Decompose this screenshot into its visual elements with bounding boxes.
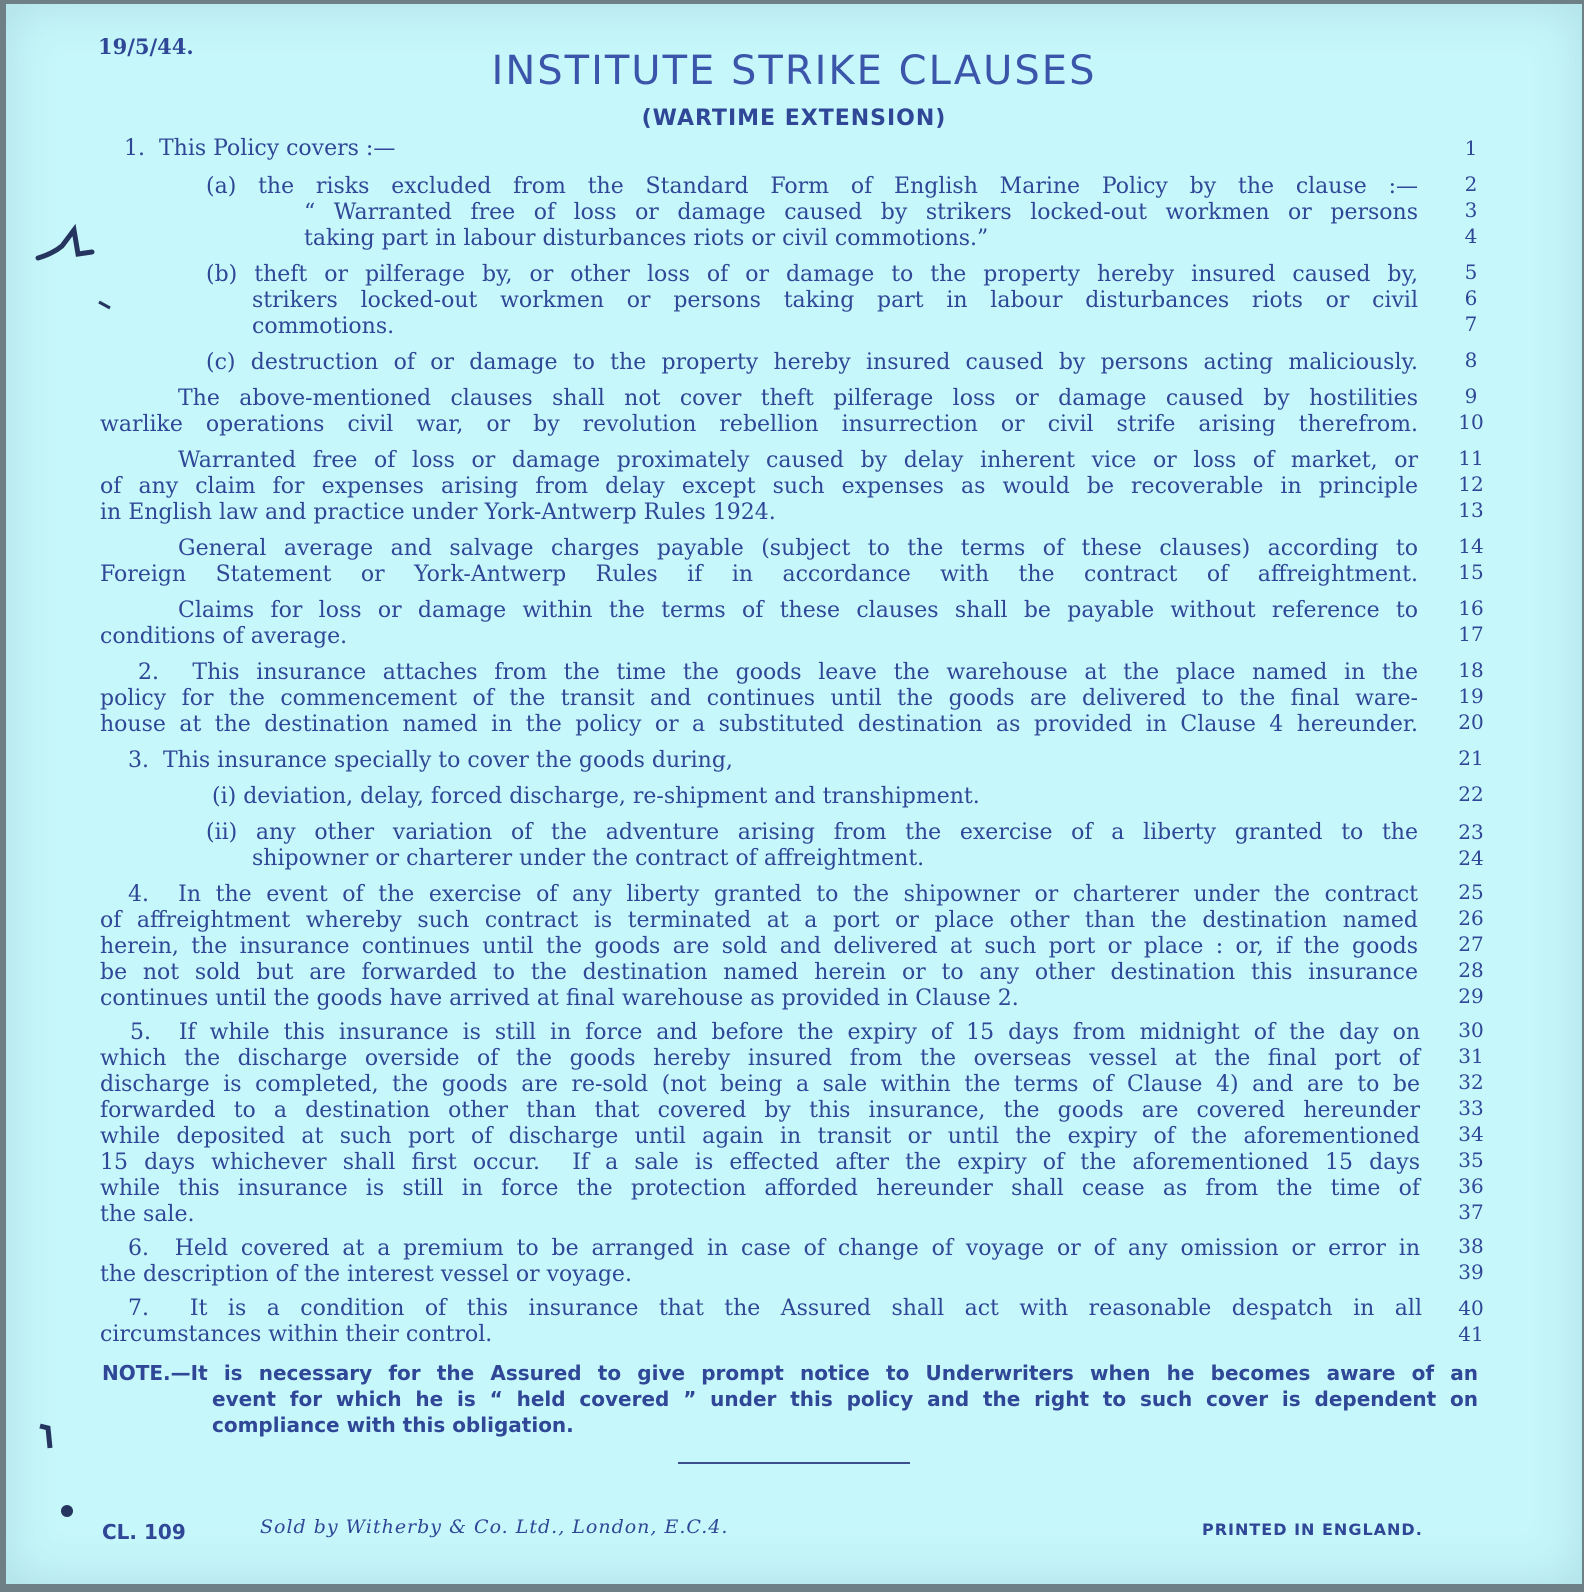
clause-line: (b) theft or pilferage by, or other loss of or damage to the property hereby insured caused by, <box>206 262 1418 287</box>
line-number: 20 <box>1458 710 1484 734</box>
line-number: 35 <box>1458 1148 1484 1172</box>
line-number: 22 <box>1458 782 1484 806</box>
line-number: 5 <box>1464 260 1478 284</box>
clause-line: which the discharge overside of the goods hereby insured from the overseas vessel at the final port of <box>100 1046 1420 1071</box>
line-number: 9 <box>1464 384 1478 408</box>
clause-line: the sale. <box>100 1202 195 1227</box>
line-number: 8 <box>1464 348 1478 372</box>
line-number: 23 <box>1458 820 1484 844</box>
clause-line: (ii) any other variation of the adventure arising from the exercise of a liberty granted to the <box>206 820 1418 845</box>
line-number: 36 <box>1458 1174 1484 1198</box>
line-number: 37 <box>1458 1200 1484 1224</box>
line-number: 16 <box>1458 596 1484 620</box>
ink-blot-icon <box>58 1502 76 1520</box>
document-page <box>6 4 1582 1584</box>
clause-line: 6. Held covered at a premium to be arranged in case of change of voyage or of any omission or error in <box>128 1236 1420 1261</box>
line-number: 4 <box>1464 224 1478 248</box>
document-subtitle: (WARTIME EXTENSION) <box>641 106 947 131</box>
clause-line: conditions of average. <box>100 624 348 649</box>
line-number: 28 <box>1458 958 1484 982</box>
clause-line: be not sold but are forwarded to the destination named herein or to any other destination this insurance <box>100 960 1418 985</box>
form-code: CL. 109 <box>102 1520 186 1544</box>
line-number: 24 <box>1458 846 1484 870</box>
clause-line: 1. This Policy covers :— <box>124 136 396 161</box>
clause-line: policy for the commencement of the transit and continues until the goods are delivered to the final ware- <box>100 686 1418 711</box>
clause-line: forwarded to a destination other than that covered by this insurance, the goods are covered hereunder <box>100 1098 1420 1123</box>
line-number: 2 <box>1464 172 1478 196</box>
line-number: 31 <box>1458 1044 1484 1068</box>
line-number: 33 <box>1458 1096 1484 1120</box>
line-number: 19 <box>1458 684 1484 708</box>
printed-in-line: PRINTED IN ENGLAND. <box>1202 1520 1423 1539</box>
clause-line: Warranted free of loss or damage proximately caused by delay inherent vice or loss of market, or <box>178 448 1418 473</box>
line-number: 26 <box>1458 906 1484 930</box>
line-number: 6 <box>1464 286 1478 310</box>
ink-tick-icon <box>36 1422 56 1452</box>
clause-line: shipowner or charterer under the contract of affreightment. <box>252 846 925 871</box>
clause-line: (c) destruction of or damage to the property hereby insured caused by persons acting maliciously. <box>206 350 1418 375</box>
document-title: INSTITUTE STRIKE CLAUSES <box>491 48 1097 94</box>
clause-line: while this insurance is still in force the protection afforded hereunder shall cease as from the time of <box>100 1176 1420 1201</box>
ink-dot-icon <box>98 300 112 310</box>
clause-line: 5. If while this insurance is still in force and before the expiry of 15 days from midnight of the day on <box>130 1020 1420 1045</box>
line-number: 39 <box>1458 1260 1484 1284</box>
clauses-body <box>6 4 1582 1584</box>
clause-line: 7. It is a condition of this insurance that the Assured shall act with reasonable despatch in all <box>128 1296 1422 1321</box>
clause-line: Foreign Statement or York-Antwerp Rules if in accordance with the contract of affreightment. <box>100 562 1418 587</box>
clause-line: commotions. <box>252 314 395 339</box>
line-number: 30 <box>1458 1018 1484 1042</box>
clause-line: circumstances within their control. <box>100 1322 493 1347</box>
publisher-line: Sold by Witherby & Co. Ltd., London, E.C.4. <box>260 1516 729 1538</box>
clause-line: 4. In the event of the exercise of any liberty granted to the shipowner or charterer under the contract <box>128 882 1418 907</box>
clause-line: discharge is completed, the goods are re-sold (not being a sale within the terms of Clause 4) and are to be <box>100 1072 1420 1097</box>
clause-line: “ Warranted free of loss or damage caused by strikers locked-out workmen or persons <box>304 200 1418 225</box>
clause-line: 2. This insurance attaches from the time the goods leave the warehouse at the place named in the <box>138 660 1418 685</box>
clause-line: (a) the risks excluded from the Standard Form of English Marine Policy by the clause :— <box>206 174 1418 199</box>
line-number: 3 <box>1464 198 1478 222</box>
line-number: 15 <box>1458 560 1484 584</box>
clause-line: house at the destination named in the policy or a substituted destination as provided in Clause 4 hereunder. <box>100 712 1418 737</box>
line-number: 27 <box>1458 932 1484 956</box>
divider-rule <box>678 1462 910 1464</box>
line-number: 1 <box>1464 136 1478 160</box>
line-number: 40 <box>1458 1296 1484 1320</box>
note-line: compliance with this obligation. <box>212 1413 574 1437</box>
line-number: 34 <box>1458 1122 1484 1146</box>
note-line: event for which he is “ held covered ” under this policy and the right to such cover is dependent on <box>212 1387 1478 1411</box>
line-number: 32 <box>1458 1070 1484 1094</box>
clause-line: warlike operations civil war, or by revolution rebellion insurrection or civil strife arising therefrom. <box>100 412 1418 437</box>
line-number: 18 <box>1458 658 1484 682</box>
clause-line: the description of the interest vessel or voyage. <box>100 1262 632 1287</box>
clause-line: 15 days whichever shall first occur. If a sale is effected after the expiry of the aforementioned 15 days <box>100 1150 1420 1175</box>
clause-line: 3. This insurance specially to cover the goods during, <box>128 748 733 773</box>
line-number: 41 <box>1458 1322 1484 1346</box>
clause-line: General average and salvage charges payable (subject to the terms of these clauses) according to <box>178 536 1418 561</box>
line-number: 7 <box>1464 312 1478 336</box>
line-number: 11 <box>1458 446 1484 470</box>
clause-line: while deposited at such port of discharge until again in transit or until the expiry of the aforementioned <box>100 1124 1420 1149</box>
clause-line: of any claim for expenses arising from delay except such expenses as would be recoverable in principle <box>100 474 1418 499</box>
note-line: NOTE.—It is necessary for the Assured to give prompt notice to Underwriters when he becomes aware of an <box>102 1361 1478 1385</box>
line-number: 17 <box>1458 622 1484 646</box>
ink-mark-icon <box>34 224 104 268</box>
clause-line: in English law and practice under York-Antwerp Rules 1924. <box>100 500 776 525</box>
line-number: 25 <box>1458 880 1484 904</box>
line-number: 14 <box>1458 534 1484 558</box>
clause-line: strikers locked-out workmen or persons taking part in labour disturbances riots or civil <box>252 288 1418 313</box>
line-number: 13 <box>1458 498 1484 522</box>
line-number: 12 <box>1458 472 1484 496</box>
clause-line: of affreightment whereby such contract is terminated at a port or place other than the destination named <box>100 908 1418 933</box>
document-date: 19/5/44. <box>98 34 194 59</box>
line-number: 10 <box>1458 410 1484 434</box>
line-number: 21 <box>1458 746 1484 770</box>
line-number: 29 <box>1458 984 1484 1008</box>
clause-line: continues until the goods have arrived at final warehouse as provided in Clause 2. <box>100 986 1019 1011</box>
clause-line: (i) deviation, delay, forced discharge, re-shipment and transhipment. <box>212 784 980 809</box>
line-number: 38 <box>1458 1234 1484 1258</box>
clause-line: Claims for loss or damage within the terms of these clauses shall be payable without reference to <box>178 598 1418 623</box>
clause-line: taking part in labour disturbances riots or civil commotions.” <box>304 226 989 251</box>
clause-line: The above-mentioned clauses shall not cover theft pilferage loss or damage caused by hostilities <box>178 386 1418 411</box>
clause-line: herein, the insurance continues until the goods are sold and delivered at such port or place : or, if the goods <box>100 934 1418 959</box>
